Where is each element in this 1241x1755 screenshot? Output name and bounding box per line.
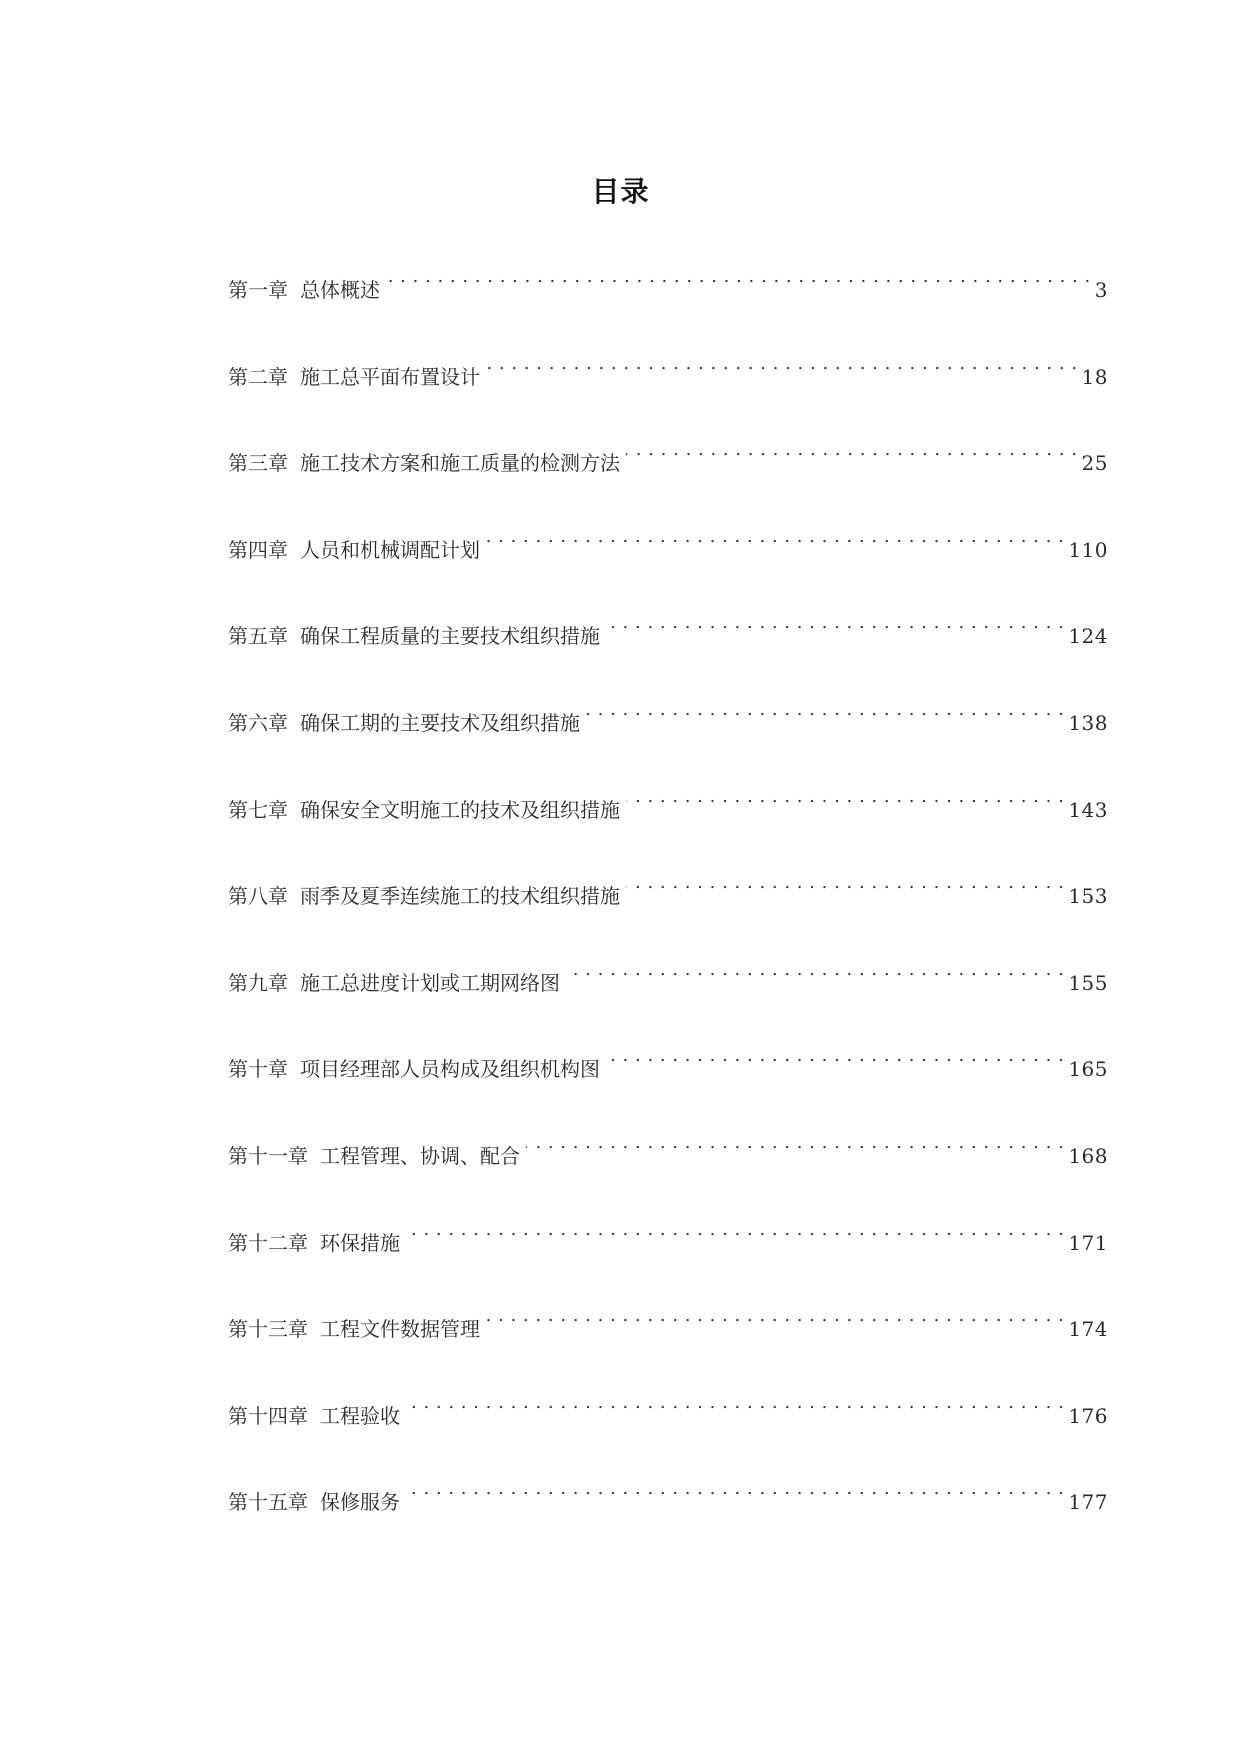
toc-chapter-number: 第七章 [228, 797, 288, 822]
toc-entry-15[interactable] [228, 1469, 1108, 1556]
toc-page-number: 176 [1068, 1403, 1108, 1428]
toc-dot-leader [406, 1210, 1064, 1250]
toc-chapter-title: 确保安全文明施工的技术及组织措施 [300, 797, 620, 822]
toc-chapter-title: 工程文件数据管理 [320, 1317, 480, 1342]
toc-chapter-number: 第十五章 [228, 1490, 308, 1515]
toc-chapter-number: 第十二章 [228, 1230, 308, 1255]
toc-dot-leader [606, 603, 1064, 643]
toc-page-number: 165 [1068, 1057, 1108, 1082]
toc-chapter-title: 施工总进度计划或工期网络图 [300, 970, 560, 995]
toc-chapter-number: 第四章 [228, 537, 288, 562]
toc-chapter-title: 总体概述 [300, 278, 380, 302]
toc-chapter-number: 第一章 [228, 278, 288, 302]
toc-entry-4[interactable] [228, 517, 1108, 604]
toc-page-number: 110 [1068, 537, 1108, 562]
toc-entry-1[interactable] [228, 257, 1108, 344]
toc-entry-2[interactable] [228, 344, 1108, 431]
toc-entry-5[interactable] [228, 603, 1108, 690]
toc-dot-leader [486, 344, 1078, 384]
toc-chapter-title: 雨季及夏季连续施工的技术组织措施 [300, 884, 620, 909]
toc-chapter-number: 第二章 [228, 364, 288, 389]
toc-dot-leader [566, 950, 1064, 990]
toc-chapter-title: 施工总平面布置设计 [300, 364, 480, 389]
toc-chapter-title: 确保工程质量的主要技术组织措施 [300, 624, 600, 649]
toc-dot-leader [626, 430, 1078, 470]
toc-page-number: 171 [1068, 1230, 1108, 1255]
toc-page-number: 18 [1081, 364, 1108, 389]
toc-entry-12[interactable] [228, 1210, 1108, 1297]
toc-page-number: 138 [1068, 710, 1108, 735]
toc-chapter-number: 第八章 [228, 884, 288, 909]
toc-chapter-number: 第十章 [228, 1057, 288, 1082]
toc-chapter-title: 环保措施 [320, 1230, 400, 1255]
toc-entry-13[interactable] [228, 1296, 1108, 1383]
toc-page-number: 3 [1094, 278, 1108, 302]
toc-page-number: 25 [1081, 451, 1108, 476]
toc-dot-leader [626, 777, 1064, 817]
toc-list [228, 257, 1108, 1556]
toc-chapter-title: 人员和机械调配计划 [300, 537, 480, 562]
toc-chapter-title: 施工技术方案和施工质量的检测方法 [300, 451, 620, 476]
toc-entry-7[interactable] [228, 777, 1108, 864]
toc-entry-3[interactable] [228, 430, 1108, 517]
toc-page-number: 153 [1068, 884, 1108, 909]
toc-dot-leader [386, 257, 1091, 297]
toc-chapter-title: 工程管理、协调、配合 [320, 1143, 520, 1168]
toc-chapter-number: 第六章 [228, 710, 288, 735]
toc-title: 目录 [591, 175, 650, 208]
toc-entry-11[interactable] [228, 1123, 1108, 1210]
toc-entry-9[interactable] [228, 950, 1108, 1037]
toc-page-number: 124 [1068, 624, 1108, 649]
toc-dot-leader [586, 690, 1064, 730]
toc-dot-leader [626, 863, 1064, 903]
toc-page-number: 174 [1068, 1317, 1108, 1342]
toc-chapter-title: 项目经理部人员构成及组织机构图 [300, 1057, 600, 1082]
toc-chapter-number: 第十三章 [228, 1317, 308, 1342]
toc-page-number: 155 [1068, 970, 1108, 995]
toc-chapter-number: 第九章 [228, 970, 288, 995]
toc-dot-leader [526, 1123, 1064, 1163]
toc-dot-leader [606, 1036, 1064, 1076]
toc-entry-14[interactable] [228, 1383, 1108, 1470]
toc-dot-leader [406, 1469, 1064, 1509]
toc-page-number: 168 [1068, 1143, 1108, 1168]
toc-entry-10[interactable] [228, 1036, 1108, 1123]
toc-chapter-number: 第十一章 [228, 1143, 308, 1168]
toc-page-number: 177 [1068, 1490, 1108, 1515]
toc-dot-leader [406, 1383, 1064, 1423]
toc-chapter-number: 第三章 [228, 451, 288, 476]
toc-page-number: 143 [1068, 797, 1108, 822]
toc-entry-8[interactable] [228, 863, 1108, 950]
toc-entry-6[interactable] [228, 690, 1108, 777]
toc-chapter-title: 确保工期的主要技术及组织措施 [300, 710, 580, 735]
toc-chapter-title: 工程验收 [320, 1403, 400, 1428]
toc-chapter-title: 保修服务 [320, 1490, 400, 1515]
toc-chapter-number: 第十四章 [228, 1403, 308, 1428]
toc-chapter-number: 第五章 [228, 624, 288, 649]
toc-dot-leader [486, 517, 1064, 557]
toc-dot-leader [486, 1296, 1064, 1336]
